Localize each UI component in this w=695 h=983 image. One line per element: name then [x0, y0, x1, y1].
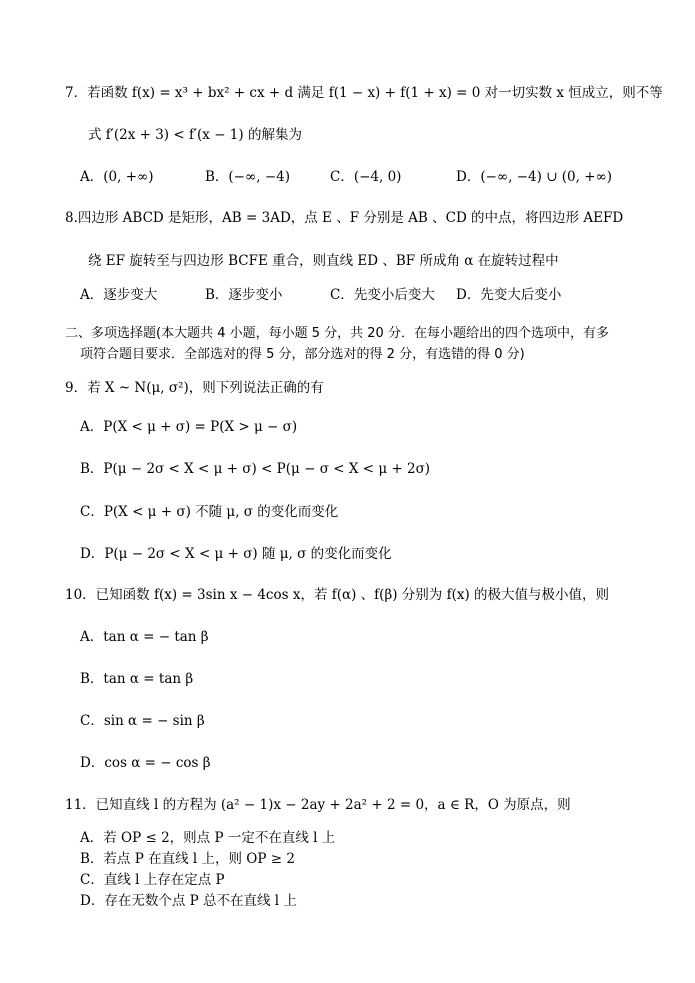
q10-option-b: B．tan α = tan β: [80, 671, 194, 687]
q8-option-a: A．逐步变大: [80, 287, 158, 303]
q8-option-c: C．先变小后变大: [330, 287, 435, 303]
q11-option-b: B．若点 P 在直线 l 上，则 OP ≥ 2: [80, 851, 295, 867]
q9-option-a: A．P(X < μ + σ) = P(X > μ − σ): [80, 419, 298, 435]
q7-option-b: B．(−∞, −4): [205, 169, 290, 185]
q10-option-a: A．tan α = − tan β: [80, 629, 209, 645]
q8-option-b: B．逐步变小: [205, 287, 283, 303]
q10-stem: 10．已知函数 f(x) = 3sin x − 4cos x，若 f(α) 、f(β) 分别为 f(x) 的极大值与极小值，则: [65, 587, 610, 603]
q8-option-d: D．先变大后变小: [456, 287, 562, 303]
q9-option-c: C．P(X < μ + σ) 不随 μ, σ 的变化而变化: [80, 504, 339, 520]
q11-stem: 11．已知直线 l 的方程为 (a² − 1)x − 2ay + 2a² + 2 = 0，a ∈ R，O 为原点，则: [65, 797, 571, 813]
q7-stem-line1: 7．若函数 f(x) = x³ + bx² + cx + d 满足 f(1 − x) + f(1 + x) = 0 对一切实数 x 恒成立，则不等: [65, 85, 663, 101]
q8-stem-line1: 8.四边形 ABCD 是矩形，AB = 3AD，点 E 、F 分别是 AB 、CD 的中点，将四边形 AEFD: [65, 210, 624, 226]
q11-option-a: A．若 OP ≤ 2，则点 P 一定不在直线 l 上: [80, 830, 336, 846]
q10-option-c: C．sin α = − sin β: [80, 713, 205, 729]
q9-option-b: B．P(μ − 2σ < X < μ + σ) < P(μ − σ < X < μ + 2σ): [80, 461, 431, 477]
q7-option-a: A．(0, +∞): [80, 169, 154, 185]
q9-option-d: D．P(μ − 2σ < X < μ + σ) 随 μ, σ 的变化而变化: [80, 546, 392, 562]
q10-option-d: D．cos α = − cos β: [80, 755, 211, 771]
q7-stem-line2: 式 f′(2x + 3) < f′(x − 1) 的解集为: [88, 127, 302, 143]
q11-option-c: C．直线 l 上存在定点 P: [80, 872, 225, 888]
q11-option-d: D．存在无数个点 P 总不在直线 l 上: [80, 893, 297, 909]
section2-title-line1: 二、多项选择题(本大题共 4 小题，每小题 5 分，共 20 分．在每小题给出的四个选项中，有多: [65, 326, 609, 341]
q8-stem-line2: 绕 EF 旋转至与四边形 BCFE 重合，则直线 ED 、BF 所成角 α 在旋转过程中: [88, 253, 559, 269]
section2-title-line2: 项符合题目要求．全部选对的得 5 分，部分选对的得 2 分，有选错的得 0 分): [80, 347, 525, 362]
q7-option-c: C．(−4, 0): [330, 169, 402, 185]
q7-option-d: D．(−∞, −4) ∪ (0, +∞): [456, 169, 613, 185]
q9-stem: 9．若 X ~ N(μ, σ²)，则下列说法正确的有: [65, 380, 324, 396]
